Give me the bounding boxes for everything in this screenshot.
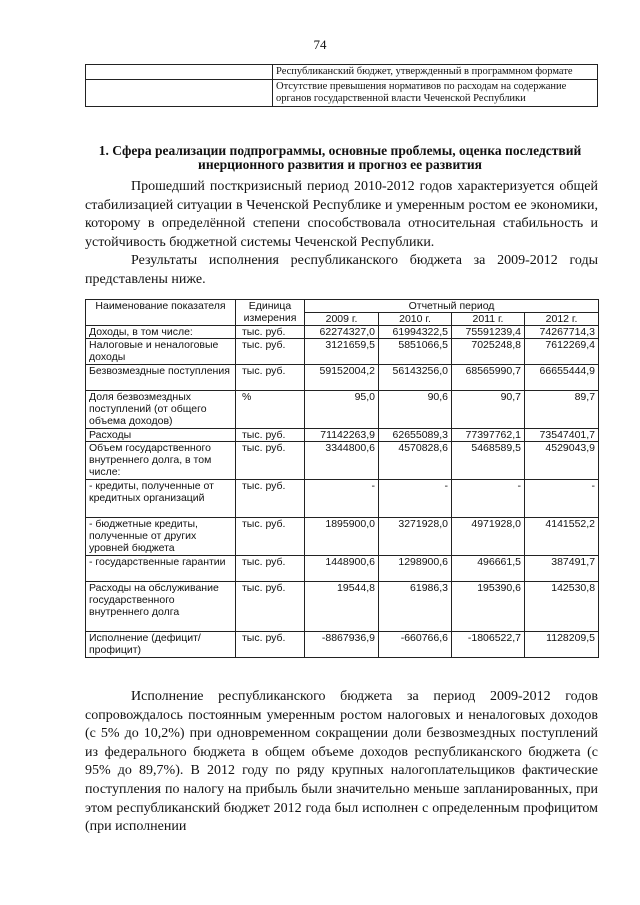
row-unit: тыс. руб. <box>236 429 305 442</box>
table-header-row <box>86 300 599 313</box>
row-label: Расходы <box>86 429 236 442</box>
table-row <box>86 339 599 365</box>
table-cell-value: -8867936,9 <box>305 632 379 658</box>
table-cell-value: 95,0 <box>305 391 379 429</box>
table-cell-value: 3344800,6 <box>305 442 379 480</box>
row-label: - бюджетные кредиты, полученные от других уровней бюджета <box>86 518 236 556</box>
page-number: 74 <box>313 37 327 52</box>
row-unit: % <box>236 391 305 429</box>
table-cell-value: 90,6 <box>379 391 452 429</box>
row-label: - государственные гарантии <box>86 556 236 582</box>
paragraph: Исполнение республиканского бюджета за период 2009-2012 годов сопровождалось постоянным умеренным ростом налоговых и неналоговых доходов (с 5% до 10,2%) при одновременном сокращении доли безвозмездных поступлений из федерального бюджета в общем объеме доходов республиканского бюджета (с 95% до 89,7%). В 2012 году по ряду крупных налогоплательщиков фактические поступления по налогу на прибыль были значительно меньше запланированных, при этом республиканский бюджет 2012 года был исполнен с определенным профицитом (при исполнении <box>85 689 598 835</box>
table-cell-value: 75591239,4 <box>452 326 525 339</box>
table-cell: Отсутствие превышения нормативов по расходам на содержание органов государственной власти Чеченской Республики <box>273 80 598 107</box>
paragraph: Прошедший посткризисный период 2010-2012 годов характеризуется общей стабилизацией ситуации в Чеченской Республике и умеренным ростом ее экономики, которому в определённой степени способствовала относительная стабильность и устойчивость бюджетной системы Чеченской Республики. <box>85 179 598 250</box>
table-cell-value: 19544,8 <box>305 582 379 632</box>
table-row <box>86 65 598 80</box>
table-cell-value: - <box>452 480 525 518</box>
col-header-name: Наименование показателя <box>86 300 236 326</box>
col-header-unit: Единица измерения <box>236 300 305 326</box>
row-label: Безвозмездные поступления <box>86 365 236 391</box>
table-cell-value: 4141552,2 <box>525 518 599 556</box>
table-row <box>86 326 599 339</box>
table-row <box>86 80 598 107</box>
table-cell-value: 1448900,6 <box>305 556 379 582</box>
table-cell-value: 4529043,9 <box>525 442 599 480</box>
table-cell-value: 387491,7 <box>525 556 599 582</box>
table-cell-value: 1298900,6 <box>379 556 452 582</box>
table-cell-value: -1806522,7 <box>452 632 525 658</box>
row-label: Объем государственного внутреннего долга, в том числе: <box>86 442 236 480</box>
table-cell-value: 1128209,5 <box>525 632 599 658</box>
table-cell-value: 71142263,9 <box>305 429 379 442</box>
budget-table <box>85 299 599 658</box>
table-row <box>86 518 599 556</box>
row-unit: тыс. руб. <box>236 480 305 518</box>
table-cell-value: 62655089,3 <box>379 429 452 442</box>
row-label: Налоговые и неналоговые доходы <box>86 339 236 365</box>
section-heading: 1. Сфера реализации подпрограммы, основные проблемы, оценка последствий инерционного развития и прогноз ее развития <box>98 143 582 172</box>
table-cell-value: 61994322,5 <box>379 326 452 339</box>
col-header-year: 2011 г. <box>452 313 525 326</box>
table-cell: Республиканский бюджет, утвержденный в программном формате <box>273 65 598 80</box>
table-cell-value: 5851066,5 <box>379 339 452 365</box>
table-cell-value: 61986,3 <box>379 582 452 632</box>
table-cell-value: 59152004,2 <box>305 365 379 391</box>
paragraph: Результаты исполнения республиканского бюджета за 2009-2012 годы представлены ниже. <box>85 253 598 287</box>
table-cell-value: 90,7 <box>452 391 525 429</box>
row-unit: тыс. руб. <box>236 442 305 480</box>
row-unit: тыс. руб. <box>236 339 305 365</box>
table-row <box>86 632 599 658</box>
table-cell-value: 7025248,8 <box>452 339 525 365</box>
table-cell-value: 4971928,0 <box>452 518 525 556</box>
table-cell-value: 7612269,4 <box>525 339 599 365</box>
table-row <box>86 429 599 442</box>
table-cell-value: 68565990,7 <box>452 365 525 391</box>
table-cell-value: 5468589,5 <box>452 442 525 480</box>
row-unit: тыс. руб. <box>236 582 305 632</box>
row-label: Расходы на обслуживание государственного внутреннего долга <box>86 582 236 632</box>
table-cell-value: - <box>305 480 379 518</box>
row-unit: тыс. руб. <box>236 365 305 391</box>
table-cell-value: 4570828,6 <box>379 442 452 480</box>
table-cell-value: 496661,5 <box>452 556 525 582</box>
row-unit: тыс. руб. <box>236 632 305 658</box>
col-header-year: 2012 г. <box>525 313 599 326</box>
col-header-year: 2010 г. <box>379 313 452 326</box>
table-cell-value: 3271928,0 <box>379 518 452 556</box>
table-row <box>86 556 599 582</box>
table-cell-value: 89,7 <box>525 391 599 429</box>
col-header-period: Отчетный период <box>305 300 599 313</box>
table-cell-value: 3121659,5 <box>305 339 379 365</box>
table-cell-value: 1895900,0 <box>305 518 379 556</box>
table-row <box>86 442 599 480</box>
col-header-year: 2009 г. <box>305 313 379 326</box>
table-cell-value: 77397762,1 <box>452 429 525 442</box>
table-row <box>86 391 599 429</box>
row-unit: тыс. руб. <box>236 518 305 556</box>
table-row <box>86 365 599 391</box>
table-cell-value: - <box>525 480 599 518</box>
row-label: Доля безвозмездных поступлений (от общего объема доходов) <box>86 391 236 429</box>
table-cell-value: 142530,8 <box>525 582 599 632</box>
row-label: Исполнение (дефицит/профицит) <box>86 632 236 658</box>
continuation-table <box>85 64 598 107</box>
row-label: - кредиты, полученные от кредитных организаций <box>86 480 236 518</box>
row-unit: тыс. руб. <box>236 326 305 339</box>
table-cell-value: -660766,6 <box>379 632 452 658</box>
table-cell-value: - <box>379 480 452 518</box>
table-cell <box>86 80 273 107</box>
table-cell-value: 62274327,0 <box>305 326 379 339</box>
table-cell <box>86 65 273 80</box>
row-unit: тыс. руб. <box>236 556 305 582</box>
table-row <box>86 582 599 632</box>
table-cell-value: 66655444,9 <box>525 365 599 391</box>
table-cell-value: 74267714,3 <box>525 326 599 339</box>
table-cell-value: 195390,6 <box>452 582 525 632</box>
table-cell-value: 56143256,0 <box>379 365 452 391</box>
table-row <box>86 480 599 518</box>
row-label: Доходы, в том числе: <box>86 326 236 339</box>
table-cell-value: 73547401,7 <box>525 429 599 442</box>
